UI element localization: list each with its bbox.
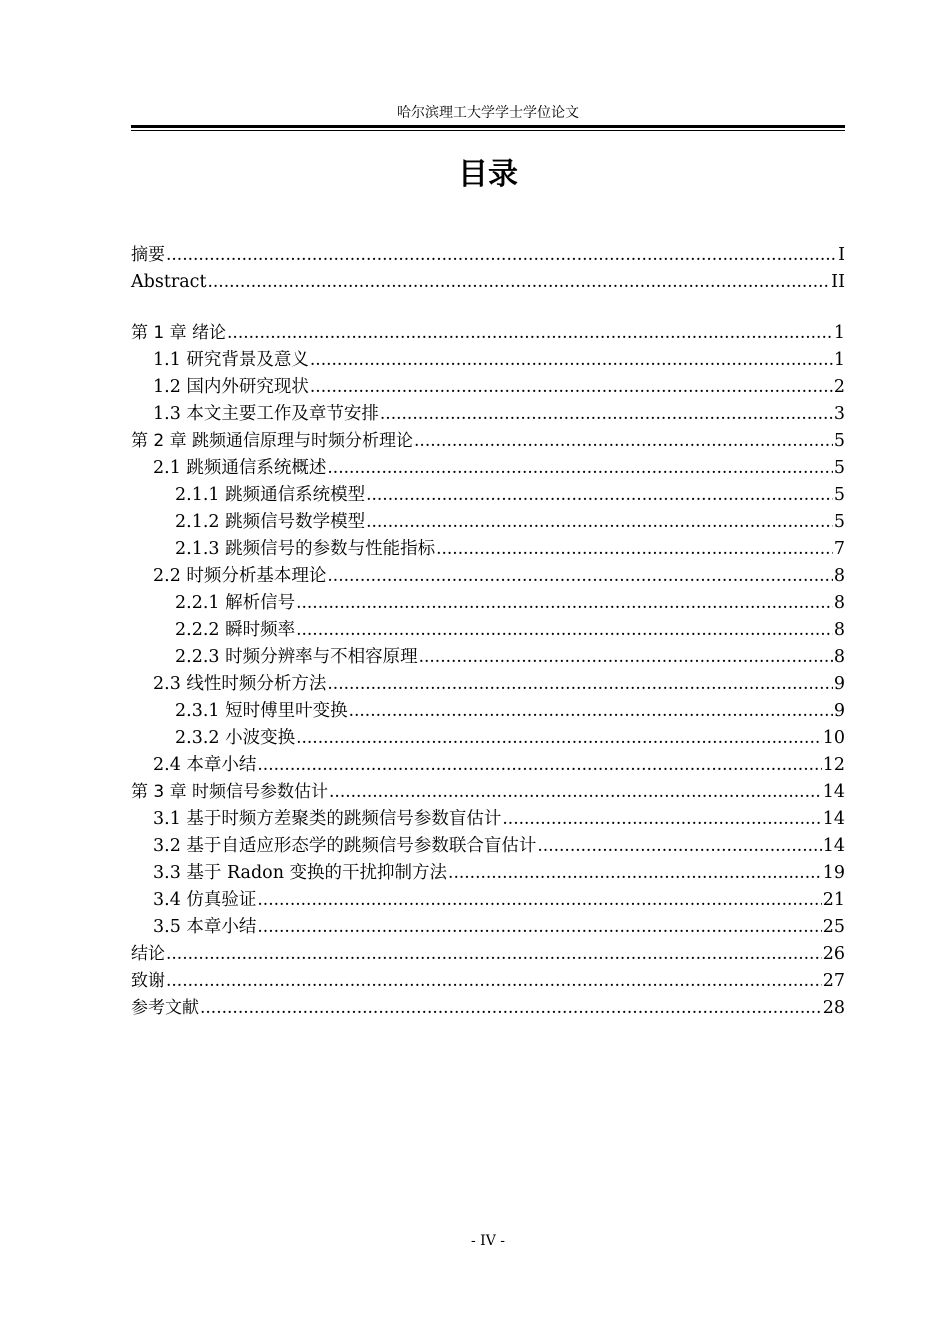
toc-entry[interactable] (131, 968, 845, 995)
toc-entry[interactable] (131, 806, 845, 833)
toc-leader-dots (327, 455, 832, 482)
toc-leader-dots (327, 563, 832, 590)
toc-leader-dots (537, 833, 821, 860)
toc-entry[interactable] (131, 347, 845, 374)
toc-entry[interactable] (131, 401, 845, 428)
toc-entry-page: 9 (833, 701, 845, 721)
toc-entry-title: 1.1 研究背景及意义 (153, 350, 309, 370)
toc-entry[interactable] (131, 563, 845, 590)
toc-entry-page: 3 (833, 404, 845, 424)
toc-entry[interactable] (131, 644, 845, 671)
page-title: 目录 (458, 157, 518, 192)
toc-leader-dots (296, 617, 833, 644)
toc-entry[interactable] (131, 536, 845, 563)
toc-entry[interactable] (131, 698, 845, 725)
toc-leader-dots (208, 269, 831, 296)
toc-entry[interactable] (131, 779, 845, 806)
toc-entry-page: 14 (822, 836, 845, 856)
toc-entry-title: 第 2 章 跳频通信原理与时频分析理论 (131, 431, 414, 451)
toc-leader-dots (257, 914, 821, 941)
toc-leader-dots (296, 590, 833, 617)
toc-entry[interactable] (131, 482, 845, 509)
toc-entry-page: 14 (822, 809, 845, 829)
toc-entry-title: 2.1.1 跳频通信系统模型 (175, 485, 366, 505)
toc-entry-title: 摘要 (131, 245, 165, 265)
toc-leader-dots (227, 320, 833, 347)
toc-entry-title: 3.2 基于自适应形态学的跳频信号参数联合盲估计 (153, 836, 537, 856)
toc-entry-page: 8 (833, 647, 845, 667)
toc-entry-page: I (838, 245, 845, 265)
toc-entry-title: 2.2.2 瞬时频率 (175, 620, 296, 640)
page-number: - IV - (470, 1233, 505, 1249)
toc-leader-dots (327, 671, 832, 698)
toc-entry-page: 28 (822, 998, 845, 1018)
toc-entry-title: 1.3 本文主要工作及章节安排 (153, 404, 379, 424)
toc-entry-page: 26 (822, 944, 845, 964)
toc-entry-title: 2.2.1 解析信号 (175, 593, 296, 613)
toc-entry-title: 1.2 国内外研究现状 (153, 377, 309, 397)
toc-leader-dots (448, 860, 822, 887)
toc-leader-dots (257, 887, 821, 914)
toc-entry[interactable] (131, 914, 845, 941)
toc-leader-dots (329, 779, 822, 806)
toc-entry-title: 2.3.1 短时傅里叶变换 (175, 701, 348, 721)
toc-entry-title: 2.1.2 跳频信号数学模型 (175, 512, 366, 532)
toc-entry[interactable] (131, 671, 845, 698)
toc-entry-title: 第 1 章 绪论 (131, 323, 227, 343)
toc-entry[interactable] (131, 455, 845, 482)
toc-entry-page: 12 (822, 755, 845, 775)
toc-entry-page: 8 (833, 593, 845, 613)
toc-leader-dots (310, 374, 833, 401)
toc-entry-title: 参考文献 (131, 998, 199, 1018)
toc-entry-title: 2.1.3 跳频信号的参数与性能指标 (175, 539, 436, 559)
toc-entry-page: 25 (822, 917, 845, 937)
toc-entry-title: 2.4 本章小结 (153, 755, 257, 775)
toc-entry-page: 1 (833, 350, 845, 370)
table-of-contents (131, 242, 845, 1022)
toc-entry[interactable] (131, 752, 845, 779)
toc-leader-dots (166, 968, 822, 995)
toc-entry-page: 5 (833, 485, 845, 505)
toc-leader-dots (414, 428, 833, 455)
toc-entry-page: 8 (833, 620, 845, 640)
toc-entry-title: 第 3 章 时频信号参数估计 (131, 782, 329, 802)
toc-leader-dots (419, 644, 833, 671)
toc-entry[interactable] (131, 320, 845, 347)
toc-entry[interactable] (131, 374, 845, 401)
toc-entry[interactable] (131, 269, 845, 296)
toc-entry[interactable] (131, 833, 845, 860)
toc-entry-title: 3.4 仿真验证 (153, 890, 257, 910)
toc-entry-page: 2 (833, 377, 845, 397)
toc-entry-page: 21 (822, 890, 845, 910)
toc-entry-title: 3.1 基于时频方差聚类的跳频信号参数盲估计 (153, 809, 502, 829)
toc-entry-title: 2.3 线性时频分析方法 (153, 674, 327, 694)
toc-entry[interactable] (131, 428, 845, 455)
toc-entry-page: II (831, 272, 845, 292)
toc-leader-dots (166, 941, 822, 968)
toc-entry[interactable] (131, 887, 845, 914)
toc-entry[interactable] (131, 617, 845, 644)
toc-entry[interactable] (131, 995, 845, 1022)
header-rule-thin (131, 130, 845, 131)
toc-entry-page: 8 (833, 566, 845, 586)
toc-entry-page: 7 (833, 539, 845, 559)
toc-entry-page: 5 (833, 431, 845, 451)
toc-leader-dots (257, 752, 821, 779)
toc-entry-page: 1 (833, 323, 845, 343)
toc-entry-page: 19 (822, 863, 845, 883)
running-header: 哈尔滨理工大学学士学位论文 (397, 105, 579, 121)
toc-entry-title: 2.2.3 时频分辨率与不相容原理 (175, 647, 418, 667)
toc-leader-dots (310, 347, 833, 374)
toc-entry-page: 5 (833, 512, 845, 532)
toc-entry-title: 3.5 本章小结 (153, 917, 257, 937)
toc-entry[interactable] (131, 725, 845, 752)
toc-leader-dots (366, 509, 833, 536)
toc-entry-title: 2.2 时频分析基本理论 (153, 566, 327, 586)
toc-entry-page: 27 (822, 971, 845, 991)
toc-leader-dots (502, 806, 821, 833)
toc-entry-page: 5 (833, 458, 845, 478)
toc-leader-dots (366, 482, 833, 509)
toc-leader-dots (436, 536, 833, 563)
toc-entry-title: 3.3 基于 Radon 变换的干扰抑制方法 (153, 863, 448, 883)
toc-entry-title: 2.3.2 小波变换 (175, 728, 296, 748)
toc-entry[interactable] (131, 860, 845, 887)
toc-entry-title: Abstract (131, 272, 207, 292)
toc-entry-page: 14 (822, 782, 845, 802)
toc-leader-dots (296, 725, 822, 752)
toc-leader-dots (380, 401, 833, 428)
header-rule-thick (131, 125, 845, 128)
toc-entry-page: 10 (822, 728, 845, 748)
toc-entry[interactable] (131, 242, 845, 269)
toc-entry[interactable] (131, 590, 845, 617)
toc-entry[interactable] (131, 941, 845, 968)
toc-leader-dots (166, 242, 837, 269)
toc-entry-title: 致谢 (131, 971, 165, 991)
toc-entry[interactable] (131, 509, 845, 536)
toc-entry-title: 2.1 跳频通信系统概述 (153, 458, 327, 478)
toc-entry-page: 9 (833, 674, 845, 694)
toc-leader-dots (200, 995, 822, 1022)
toc-entry-title: 结论 (131, 944, 165, 964)
toc-leader-dots (349, 698, 833, 725)
